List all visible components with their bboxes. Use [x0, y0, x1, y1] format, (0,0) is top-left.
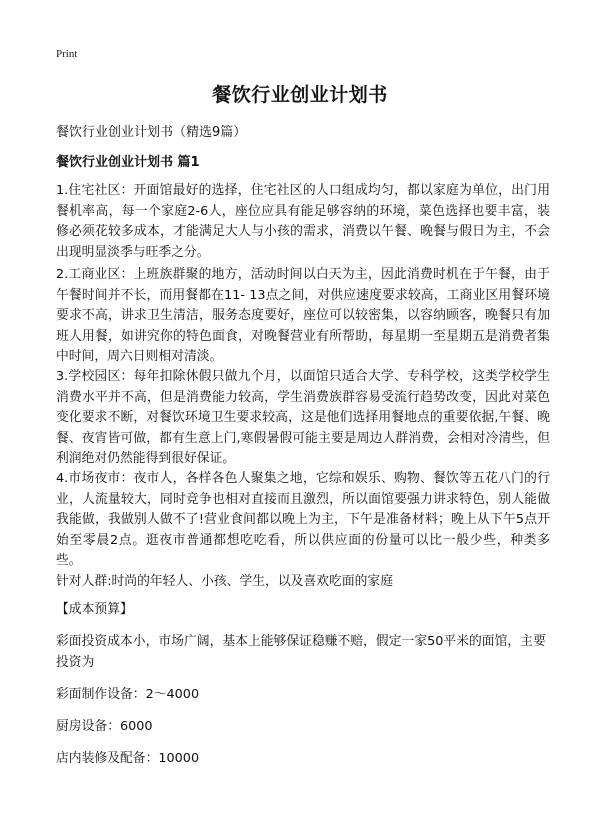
budget-heading: 【成本预算】: [56, 602, 133, 617]
cost-item-equipment: 彩面制作设备：2～4000: [56, 687, 200, 702]
paragraph-night-market: 4.市场夜市：夜市人，各样各色人聚集之地，它综和娱乐、购物、餐饮等五花八门的行业，人流量较大，同时竞争也相对直接而且激烈，所以面馆要强力讲求特色，别人能做我能做，我做别人做不了!营业食间都以晚上为主，下午是准备材料；晚上从下午5点开始至零晨2点。逛夜市普通都想吃吃看，所以供应面的份量可以比一般少些，种类多些。: [56, 471, 550, 568]
cost-item-kitchen: 厨房设备：6000: [56, 719, 153, 734]
target-audience-line: 针对人群:时尚的年轻人、小孩、学生，以及喜欢吃面的家庭: [56, 574, 394, 589]
section-heading: 餐饮行业创业计划书 篇1: [56, 155, 200, 170]
cost-item-decoration: 店内装修及配备：10000: [56, 751, 200, 766]
document-title: 餐饮行业创业计划书: [212, 84, 388, 106]
paragraph-business-district: 2.工商业区：上班族群聚的地方，活动时间以白天为主，因此消费时机在于午餐，由于午餐时间并不长，而用餐都在11- 13点之间，对供应速度要求较高，工商业区用餐环境要求不高，讲求卫生清洁，服务态度要好，座位可以较密集，以容纳顾客，晚餐只有加班人用餐，如讲究你的特色面食，对晚餐营业有所帮助，每星期一至星期五是消费者集中时间，周六日则相对清淡。: [56, 267, 550, 364]
document-subtitle: 餐饮行业创业计划书（精选9篇）: [56, 125, 247, 140]
paragraph-school-campus: 3.学校园区：每年扣除休假只做九个月，以面馆只适合大学、专科学校，这类学校学生消费水平并不高，但是消费能力较高，学生消费族群容易受流行趋势改变，因此对菜色变化要求不断，对餐饮环境卫生要求较高，这是他们选择用餐地点的重要依据,午餐、晚餐、夜宵皆可做，都有生意上门,寒假暑假可能主要是周边人群消费，会相对冷清些，但利润绝对仍然能得到很好保证。: [56, 369, 550, 466]
print-label: Print: [56, 48, 78, 60]
paragraph-residential: 1.住宅社区：开面馆最好的选择，住宅社区的人口组成均匀，都以家庭为单位，出门用餐机率高，每一个家庭2-6人，座位应具有能足够容纳的环境，菜色选择也要丰富，装修必须花较多成本，才能满足大人与小孩的需求，消费以午餐、晚餐与假日为主，不会出现明显淡季与旺季之分。: [56, 183, 550, 260]
budget-intro: 彩面投资成本小，市场广阔，基本上能够保证稳赚不赔，假定一家50平米的面馆，主要投资为: [56, 634, 546, 670]
